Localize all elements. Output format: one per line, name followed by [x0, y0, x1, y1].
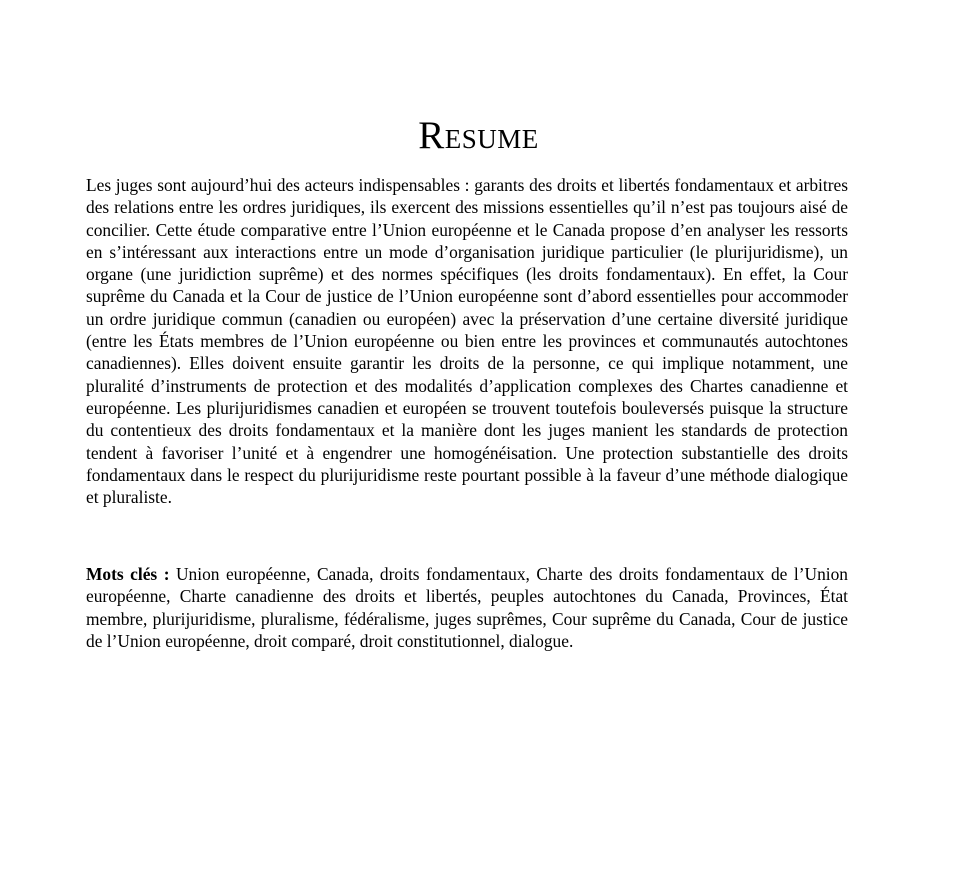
- keywords-label: Mots clés :: [86, 564, 176, 584]
- keywords-list: Union européenne, Canada, droits fondamentaux, Charte des droits fondamentaux de l’Union européenne, Charte canadienne des droits et libertés, peuples autochtones du Canada, Provinces, État membre, plurijuridisme, pluralisme, fédéralisme, juges suprêmes, Cour suprême du Canada, Cour de justice de l’Union européenne, droit comparé, droit constitutionnel, dialogue.: [86, 564, 848, 651]
- page-title: Resume: [418, 114, 539, 157]
- abstract-paragraph: Les juges sont aujourd’hui des acteurs indispensables : garants des droits et libertés fondamentaux et arbitres des relations entre les ordres juridiques, ils exercent des missions essentielles qu’il n’est pas toujours aisé de concilier. Cette étude comparative entre l’Union européenne et le Canada propose d’en analyser les ressorts en s’intéressant aux interactions entre un mode d’organisation juridique particulier (le plurijuridisme), un organe (une juridiction suprême) et des normes spécifiques (les droits fondamentaux). En effet, la Cour suprême du Canada et la Cour de justice de l’Union européenne sont d’abord essentielles pour accommoder un ordre juridique commun (canadien ou européen) avec la préservation d’une certaine diversité juridique (entre les États membres de l’Union européenne ou bien entre les provinces et communautés autochtones canadiennes). Elles doivent ensuite garantir les droits de la personne, ce qui implique notamment, une pluralité d’instruments de protection et des modalités d’application complexes des Chartes canadienne et européenne. Les plurijuridismes canadien et européen se trouvent toutefois bouleversés puisque la structure du contentieux des droits fondamentaux et la manière dont les juges manient les standards de protection tendent à favoriser l’unité et à engendrer une homogénéisation. Une protection substantielle des droits fondamentaux dans le respect du plurijuridisme reste pourtant possible à la faveur d’une méthode dialogique et pluraliste.: [86, 175, 848, 508]
- keywords-paragraph: [86, 563, 848, 652]
